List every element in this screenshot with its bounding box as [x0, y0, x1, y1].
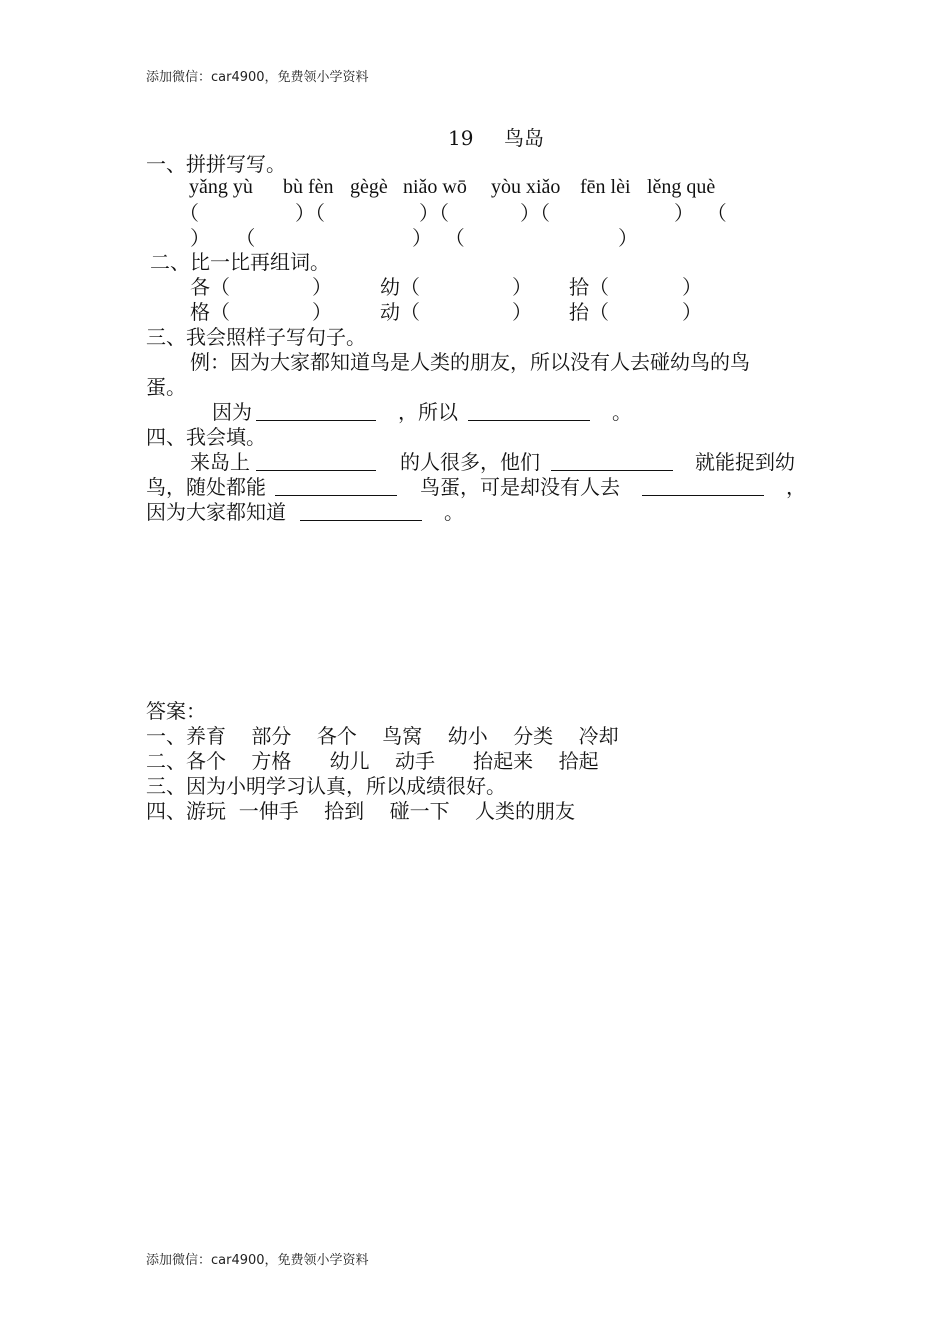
- lesson-number: 19: [448, 126, 474, 150]
- bracket-row: ） （: [412, 226, 465, 250]
- sentence-period: 。: [612, 400, 632, 424]
- blank-line[interactable]: [551, 450, 673, 475]
- compare-close: ）: [512, 275, 532, 299]
- answer-line-2: 二、各个 方格 幼儿 动手 抬起来 拾起: [146, 749, 599, 773]
- compare-close: ）: [512, 300, 532, 324]
- bracket-row: ） （: [674, 201, 727, 225]
- blank-line[interactable]: [642, 475, 764, 500]
- sentence-because: 因为: [212, 400, 252, 424]
- answers-label: 答案：: [146, 699, 206, 723]
- compare-open: 幼（: [380, 275, 420, 299]
- compare-open: 格（: [190, 300, 230, 324]
- pinyin-4: niǎo wō: [403, 176, 467, 198]
- compare-open: 拾（: [569, 275, 609, 299]
- answer-line-3: 三、因为小明学习认真，所以成绩很好。: [146, 774, 506, 798]
- compare-open: 抬（: [569, 300, 609, 324]
- fill-text: 鸟，随处都能: [146, 475, 266, 499]
- compare-open: 各（: [190, 275, 230, 299]
- section4-heading: 四、我会填。: [146, 425, 266, 449]
- header-note: 添加微信：car4900，免费领小学资料: [146, 70, 369, 85]
- compare-close: ）: [312, 300, 332, 324]
- lesson-title: 鸟岛: [504, 126, 544, 150]
- fill-text: 鸟蛋，可是却没有人去: [420, 475, 620, 499]
- fill-text: ，: [786, 475, 806, 499]
- bracket-row: ）（: [520, 201, 550, 225]
- sentence-so: ，所以: [398, 400, 458, 424]
- pinyin-6: fēn lèi: [580, 176, 631, 198]
- blank-line[interactable]: [468, 400, 590, 425]
- pinyin-7: lěng què: [647, 176, 716, 198]
- answer-line-1: 一、养育 部分 各个 鸟窝 幼小 分类 冷却: [146, 724, 619, 748]
- answer-line-4: 四、游玩 一伸手 拾到 碰一下 人类的朋友: [146, 799, 576, 823]
- fill-text: 因为大家都知道: [146, 500, 286, 524]
- compare-open: 动（: [380, 300, 420, 324]
- section2-heading: 二、比一比再组词。: [150, 250, 330, 274]
- compare-close: ）: [682, 275, 702, 299]
- compare-close: ）: [682, 300, 702, 324]
- compare-close: ）: [312, 275, 332, 299]
- pinyin-3: gègè: [350, 176, 388, 198]
- blank-line[interactable]: [300, 500, 422, 525]
- blank-line[interactable]: [256, 400, 376, 425]
- pinyin-1: yǎng yù: [189, 176, 253, 198]
- example-sentence-end: 蛋。: [146, 375, 186, 399]
- fill-text: 来岛上: [190, 450, 250, 474]
- bracket-row: ） （: [190, 226, 256, 250]
- pinyin-2: bù fèn: [283, 176, 334, 198]
- blank-line[interactable]: [275, 475, 397, 500]
- section3-heading: 三、我会照样子写句子。: [146, 325, 366, 349]
- example-sentence: 例：因为大家都知道鸟是人类的朋友，所以没有人去碰幼鸟的鸟: [190, 350, 750, 374]
- bracket-row: （: [179, 201, 199, 225]
- footer-note: 添加微信：car4900，免费领小学资料: [146, 1253, 369, 1268]
- fill-text: 就能捉到幼: [695, 450, 795, 474]
- fill-text: 的人很多，他们: [400, 450, 540, 474]
- section1-heading: 一、拼拼写写。: [146, 152, 286, 176]
- blank-line[interactable]: [256, 450, 376, 475]
- bracket-row: ）（: [419, 201, 449, 225]
- bracket-row: ）: [618, 226, 638, 250]
- fill-text: 。: [444, 500, 464, 524]
- pinyin-5: yòu xiǎo: [491, 176, 561, 198]
- bracket-row: ）（: [295, 201, 325, 225]
